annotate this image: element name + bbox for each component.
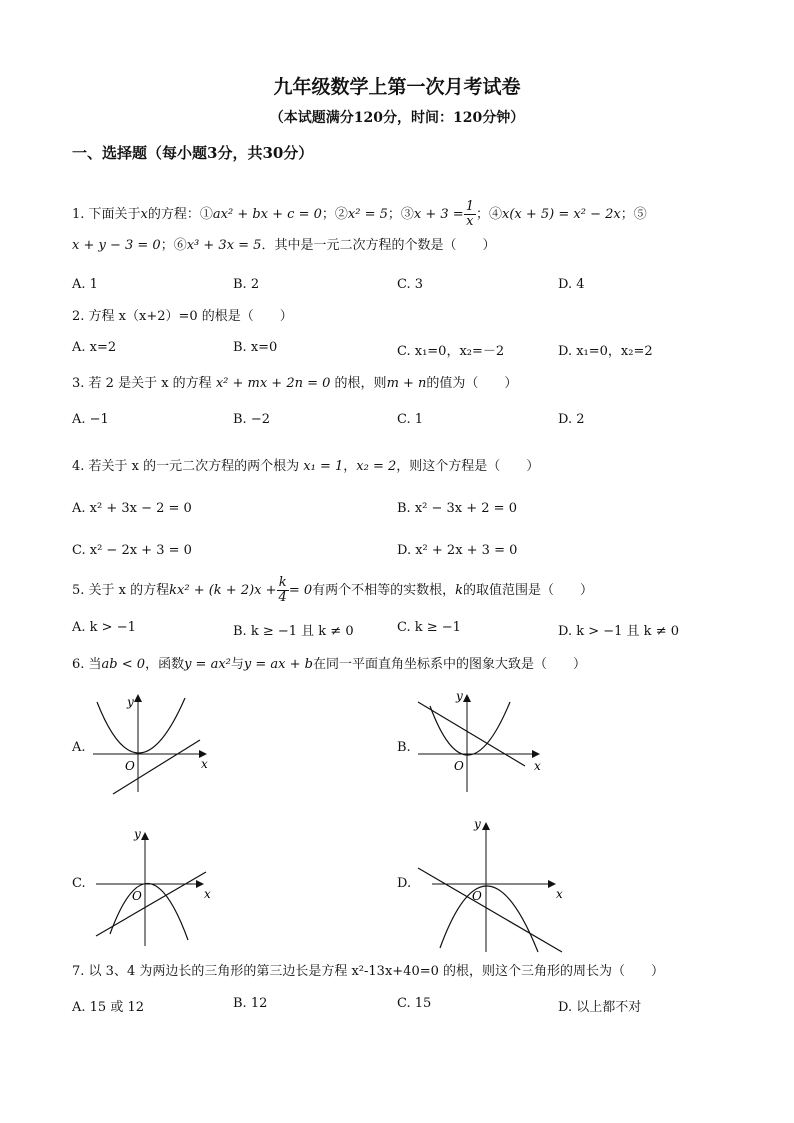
q2-option-a[interactable]: A. x=2 <box>72 340 117 355</box>
graph-a-x-label: x <box>201 757 208 771</box>
question-4: 4. 若关于 x 的一元二次方程的两个根为 x₁ = 1，x₂ = 2，则这个方程是（ ） <box>72 459 540 474</box>
equation-1: ax² + bx + c = 0 <box>212 207 322 222</box>
q1-option-a[interactable]: A. 1 <box>72 277 98 292</box>
graph-a-origin: O <box>125 759 135 773</box>
equation-4: x(x + 5) = x² − 2x <box>502 207 621 222</box>
question-7: 7. 以 3、4 为两边长的三角形的第三边长是方程 x²-13x+40=0 的根，则这个三角形的周长为（ ） <box>72 964 665 979</box>
equation-2: x² = 5 <box>347 207 388 222</box>
q3-option-b[interactable]: B. −2 <box>233 412 270 427</box>
graph-d-x-label: x <box>556 887 563 901</box>
equation-3: x + 3 = $\frac{1}{x}$ <box>413 199 474 229</box>
q2-option-b[interactable]: B. x=0 <box>233 340 278 355</box>
graph-d-y-label: y <box>474 817 481 831</box>
q6-option-b-label[interactable]: B. <box>397 740 411 755</box>
q6-graph-b[interactable] <box>410 688 550 798</box>
q6-option-a-label[interactable]: A. <box>72 740 86 755</box>
q7-option-d[interactable]: D. 以上都不对 <box>558 1000 642 1015</box>
question-5: 5. 关于 x 的方程kx² + (k + 2)x + $\frac{k}{4}$ = 0有两个不相等的实数根，k的取值范围是（ ） <box>72 575 594 605</box>
q5-option-b[interactable]: B. k ≥ −1 且 k ≠ 0 <box>233 624 354 639</box>
graph-c-x-label: x <box>204 887 211 901</box>
q7-option-a[interactable]: A. 15 或 12 <box>72 1000 145 1015</box>
q3-option-a[interactable]: A. −1 <box>72 412 109 427</box>
q7-option-b[interactable]: B. 12 <box>233 996 268 1011</box>
q4-option-a[interactable]: A. x² + 3x − 2 = 0 <box>72 501 192 516</box>
graph-c-origin: O <box>132 889 142 903</box>
q1-option-b[interactable]: B. 2 <box>233 277 260 292</box>
q4-option-b[interactable]: B. x² − 3x + 2 = 0 <box>397 501 517 516</box>
q5-option-d[interactable]: D. k > −1 且 k ≠ 0 <box>558 624 679 639</box>
q6-option-d-label[interactable]: D. <box>397 876 412 891</box>
question-1-line-1: 1. 下面关于x的方程：①ax² + bx + c = 0；②x² = 5；③x + 3 = $\frac{1}{x}$ ；④x(x + 5) = x² − 2x；⑤ <box>72 199 647 229</box>
q6-option-c-label[interactable]: C. <box>72 876 86 891</box>
graph-a-y-label: y <box>127 695 134 709</box>
q5-option-c[interactable]: C. k ≥ −1 <box>397 620 461 635</box>
q2-option-c[interactable]: C. x₁=0，x₂=－2 <box>397 344 505 359</box>
q1-option-c[interactable]: C. 3 <box>397 277 424 292</box>
section-heading: 一、选择题（每小题3分，共30分） <box>72 144 314 162</box>
page-subtitle: （本试题满分120分，时间：120分钟） <box>269 110 525 126</box>
graph-b-y-label: y <box>456 689 463 703</box>
question-2: 2. 方程 x（x+2）=0 的根是（ ） <box>72 309 293 324</box>
graph-b-origin: O <box>454 759 464 773</box>
question-3: 3. 若 2 是关于 x 的方程 x² + mx + 2n = 0 的根，则m + n的值为（ ） <box>72 376 518 391</box>
q4-option-d[interactable]: D. x² + 2x + 3 = 0 <box>397 543 518 558</box>
q2-option-d[interactable]: D. x₁=0，x₂=2 <box>558 344 653 359</box>
q6-graph-c[interactable] <box>88 822 218 952</box>
q7-option-c[interactable]: C. 15 <box>397 996 432 1011</box>
q5-option-a[interactable]: A. k > −1 <box>72 620 136 635</box>
page-title: 九年级数学上第一次月考试卷 <box>273 76 521 98</box>
graph-d-origin: O <box>472 889 482 903</box>
equation-5: x + y − 3 = 0 <box>72 238 161 253</box>
equation-6: x³ + 3x = 5 <box>186 238 262 253</box>
q3-option-c[interactable]: C. 1 <box>397 412 424 427</box>
question-1-line-2: x + y − 3 = 0；⑥x³ + 3x = 5．其中是一元二次方程的个数是（ ） <box>72 238 496 253</box>
q6-graph-a[interactable] <box>85 688 215 798</box>
graph-b-x-label: x <box>534 759 541 773</box>
q6-graph-d[interactable] <box>410 812 570 958</box>
graph-c-y-label: y <box>134 827 141 841</box>
question-6: 6. 当ab < 0，函数y = ax²与y = ax + b在同一平面直角坐标系中的图象大致是（ ） <box>72 657 586 672</box>
q1-option-d[interactable]: D. 4 <box>558 277 585 292</box>
q3-option-d[interactable]: D. 2 <box>558 412 585 427</box>
q4-option-c[interactable]: C. x² − 2x + 3 = 0 <box>72 543 192 558</box>
